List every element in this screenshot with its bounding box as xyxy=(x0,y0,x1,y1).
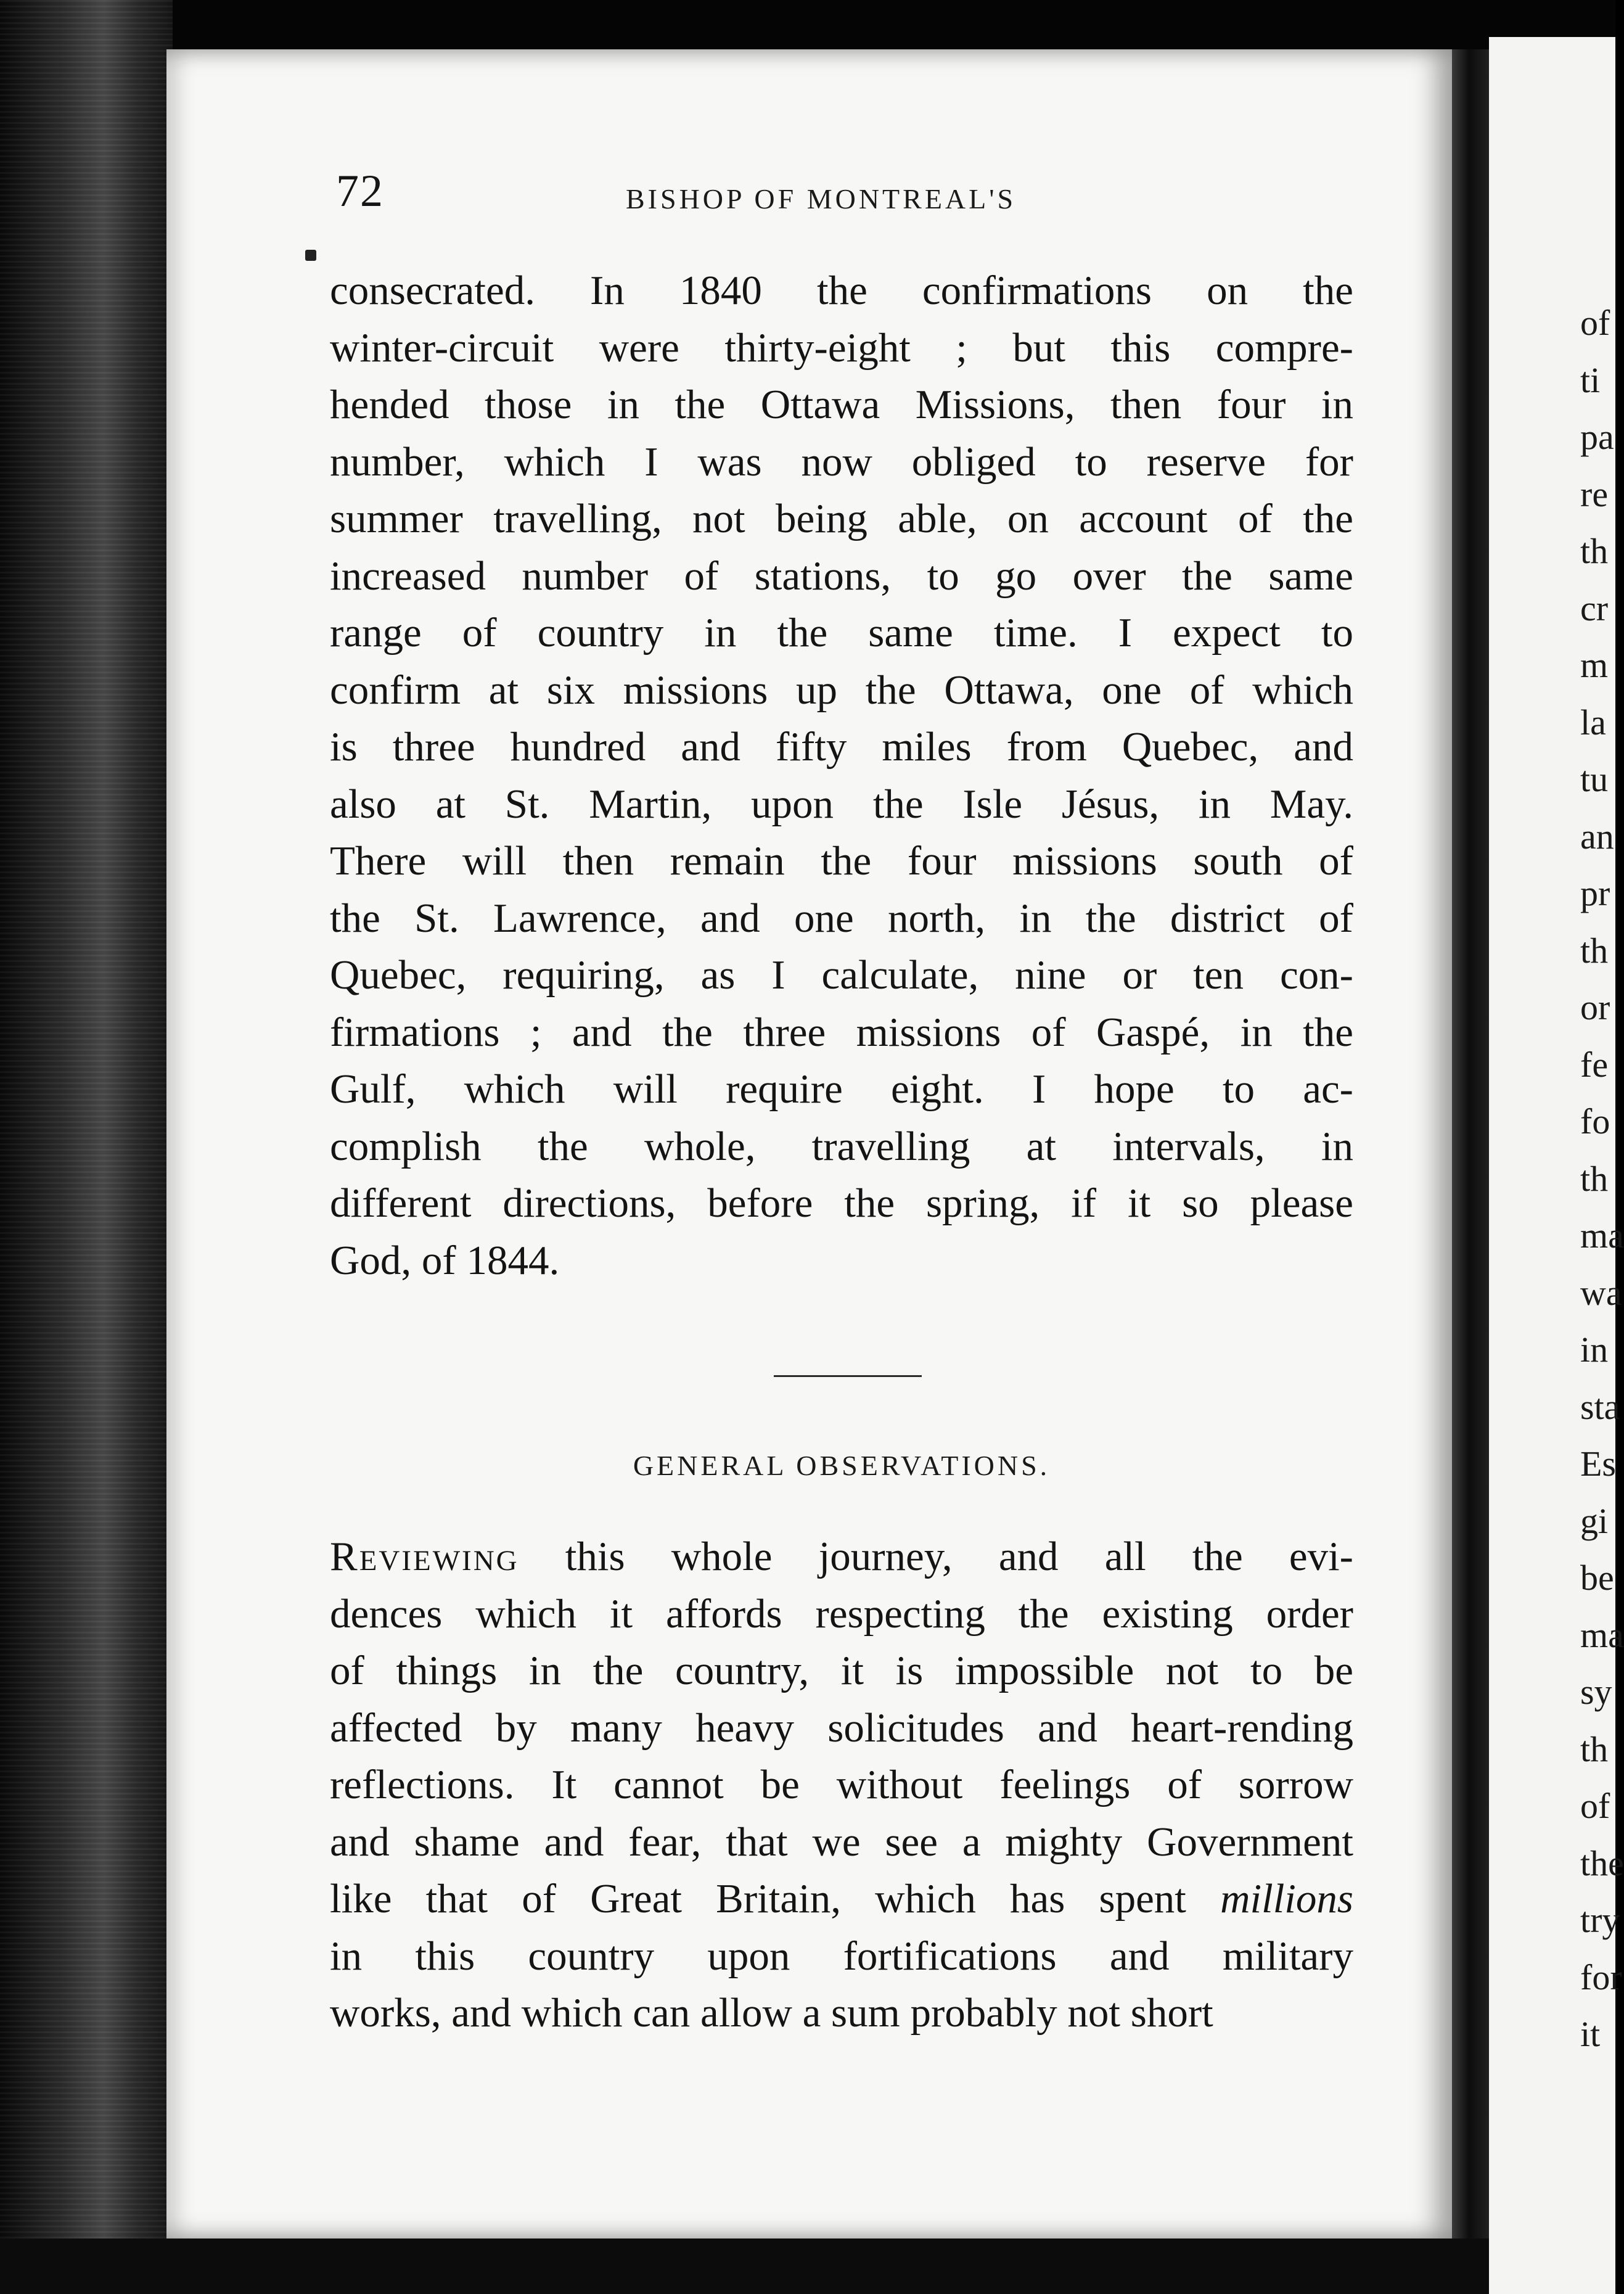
paragraph-1-line: is three hundred and fifty miles from Quebec, and xyxy=(330,724,1353,770)
facing-page-line-fragment: re xyxy=(1580,474,1609,514)
facing-page-line-fragment: be xyxy=(1580,1558,1614,1598)
paragraph-1-line: Gulf, which will require eight. I hope to ac- xyxy=(330,1066,1353,1112)
facing-page-line-fragment: th xyxy=(1580,531,1609,571)
facing-page-line-fragment: cr xyxy=(1580,588,1609,628)
running-head xyxy=(336,165,1359,227)
paragraph-2-line-text: like that of Great Britain, which has spent xyxy=(330,1876,1186,1922)
paragraph-2-line: in this country upon fortifications and military xyxy=(330,1933,1353,1979)
paragraph-1 xyxy=(330,262,1353,1289)
paragraph-1-line: God, of 1844. xyxy=(330,1237,560,1283)
paragraph-2-line: dences which it affords respecting the existing order xyxy=(330,1590,1353,1637)
facing-page-line-fragment: ma xyxy=(1580,1614,1624,1655)
book-page-right-partial xyxy=(1489,37,1624,2294)
facing-page-line-fragment: of xyxy=(1580,1786,1610,1826)
paragraph-1-line: confirm at six missions up the Ottawa, one of which xyxy=(330,667,1353,713)
facing-page-line-fragment: la xyxy=(1580,702,1606,742)
paragraph-1-line: increased number of stations, to go over the same xyxy=(330,553,1353,599)
paragraph-1-line: summer travelling, not being able, on account of the xyxy=(330,496,1353,541)
ink-speck xyxy=(305,250,316,261)
facing-page-line-fragment: tu xyxy=(1580,759,1609,799)
paragraph-1-line: winter-circuit were thirty-eight ; but this compre- xyxy=(330,324,1353,371)
paragraph-2-line-1 xyxy=(330,1528,1353,1585)
paragraph-2-line: works, and which can allow a sum probably not short xyxy=(330,1990,1213,2036)
facing-page-line-fragment: th xyxy=(1580,1158,1609,1199)
facing-page-line-fragment: the xyxy=(1580,1843,1624,1883)
paragraph-1-line: Quebec, requiring, as I calculate, nine or ten con- xyxy=(330,952,1353,998)
facing-page-line-fragment: it xyxy=(1580,2014,1601,2054)
facing-page-line-fragment: ma xyxy=(1580,1215,1624,1256)
paragraph-2 xyxy=(330,1528,1353,2042)
facing-page-line-fragment: try xyxy=(1580,1900,1620,1940)
facing-page-line-fragment: an xyxy=(1580,816,1614,857)
scan-bottom-border xyxy=(0,2238,1489,2294)
paragraph-1-line: There will then remain the four missions south of xyxy=(330,838,1353,884)
facing-page-line-fragment: fo xyxy=(1580,1101,1610,1141)
book-gutter xyxy=(1452,49,1489,2294)
facing-page-line-fragment: pr xyxy=(1580,873,1610,913)
paragraph-1-line: the St. Lawrence, and one north, in the district of xyxy=(330,895,1353,941)
paragraph-2-lead-word: Reviewing xyxy=(330,1534,519,1579)
paragraph-1-line: range of country in the same time. I expect to xyxy=(330,610,1353,656)
facing-page-line-fragment: ti xyxy=(1580,360,1601,400)
paragraph-1-line: number, which I was now obliged to reserve for xyxy=(330,438,1353,485)
running-head-title: BISHOP OF MONTREAL'S xyxy=(626,183,1017,215)
facing-page-line-fragment: pa xyxy=(1580,417,1614,457)
paragraph-2-line-with-italic xyxy=(330,1870,1353,1928)
paragraph-2-line: of things in the country, it is impossible not to be xyxy=(330,1648,1353,1693)
facing-page-line-fragment: sy xyxy=(1580,1672,1612,1712)
italic-word: millions xyxy=(1220,1876,1353,1922)
facing-page-line-fragment: in xyxy=(1580,1330,1609,1370)
facing-page-line-fragment: or xyxy=(1580,987,1610,1027)
facing-page-line-fragment: sta xyxy=(1580,1386,1620,1427)
paragraph-1-line: also at St. Martin, upon the Isle Jésus, in May. xyxy=(330,781,1353,827)
facing-page-line-fragment: gi xyxy=(1580,1500,1609,1541)
paragraph-1-line: consecrated. In 1840 the confirmations on the xyxy=(330,268,1353,313)
facing-page-line-fragment: for xyxy=(1580,1957,1622,1997)
paragraph-2-line: and shame and fear, that we see a mighty Government xyxy=(330,1819,1353,1865)
paragraph-2-line-1-text: this whole journey, and all the evi- xyxy=(519,1534,1353,1579)
facing-page-line-fragment: m xyxy=(1580,645,1609,685)
facing-page-line-fragment: fe xyxy=(1580,1044,1609,1085)
paragraph-1-line: complish the whole, travelling at intervals, in xyxy=(330,1123,1353,1169)
section-heading: GENERAL OBSERVATIONS. xyxy=(633,1450,1051,1481)
facing-page-line-fragment: Es xyxy=(1580,1444,1616,1484)
paragraph-1-line: firmations ; and the three missions of Gaspé, in the xyxy=(330,1009,1353,1055)
scan-top-border xyxy=(0,0,1615,49)
page-number: 72 xyxy=(336,166,384,216)
facing-page-line-fragment: wa xyxy=(1580,1272,1622,1313)
section-separator-rule xyxy=(774,1375,922,1377)
paragraph-2-line: affected by many heavy solicitudes and heart-rending xyxy=(330,1704,1353,1751)
facing-page-line-fragment: of xyxy=(1580,303,1610,343)
paragraph-2-line: reflections. It cannot be without feelings of sorrow xyxy=(330,1762,1353,1807)
facing-page-line-fragment: th xyxy=(1580,1729,1609,1769)
paragraph-1-line: hended those in the Ottawa Missions, then four in xyxy=(330,382,1353,427)
paragraph-1-line: different directions, before the spring, if it so please xyxy=(330,1180,1353,1226)
book-left-edge xyxy=(0,0,173,2294)
facing-page-line-fragment: th xyxy=(1580,930,1609,971)
